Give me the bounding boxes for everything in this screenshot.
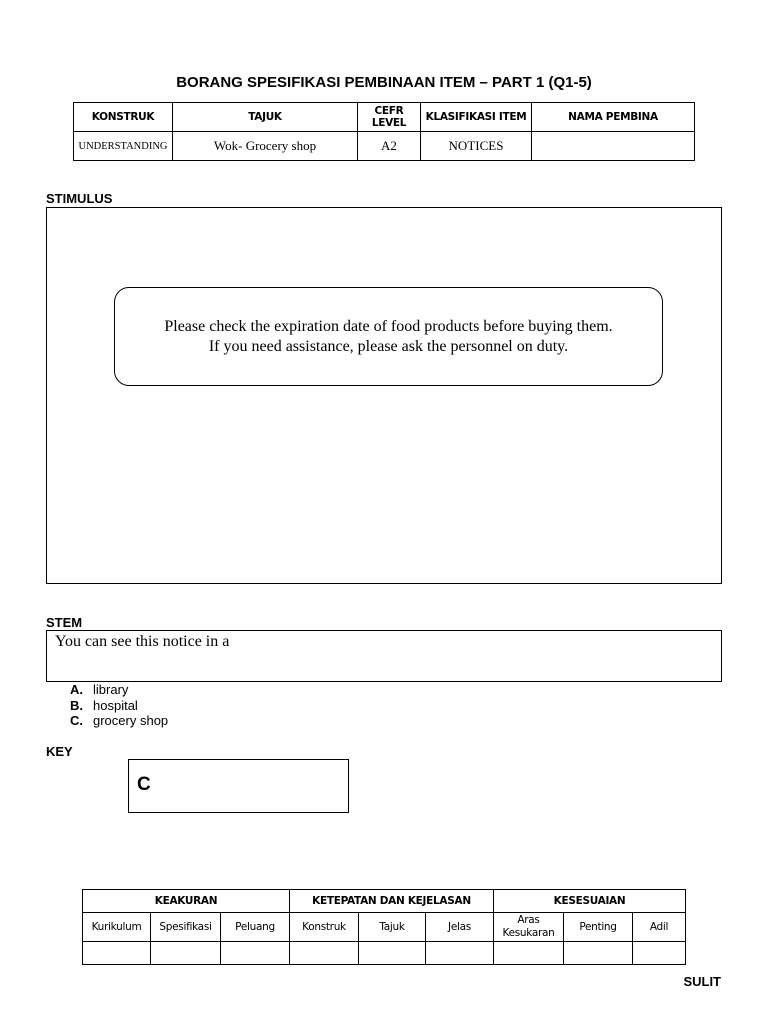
header-konstruk: KONSTRUK — [74, 103, 173, 132]
evaluation-empty-row — [83, 942, 686, 965]
eval-cell — [151, 942, 221, 965]
header-nama-pembina: NAMA PEMBINA — [532, 103, 695, 132]
value-nama-pembina — [532, 132, 695, 161]
option-c: C. grocery shop — [70, 713, 169, 728]
key-label: KEY — [46, 744, 73, 759]
eval-cell — [633, 942, 686, 965]
key-box — [128, 759, 349, 813]
criterion-konstruk: Konstruk — [290, 913, 359, 942]
value-konstruk: UNDERSTANDING — [74, 132, 173, 161]
notice-line-2: If you need assistance, please ask the personnel on duty. — [208, 337, 569, 355]
option-a: A. library — [70, 682, 129, 697]
value-tajuk: Wok- Grocery shop — [173, 132, 358, 161]
criterion-spesifikasi: Spesifikasi — [151, 913, 221, 942]
notice-box — [114, 287, 663, 386]
criterion-peluang: Peluang — [221, 913, 290, 942]
page-title: BORANG SPESIFIKASI PEMBINAAN ITEM – PART 1 (Q1-5) — [176, 74, 592, 91]
group-kesesuaian: KESESUAIAN — [494, 890, 686, 913]
criterion-kurikulum: Kurikulum — [83, 913, 151, 942]
spec-table — [73, 102, 695, 161]
eval-cell — [359, 942, 426, 965]
key-answer: C — [137, 774, 151, 795]
eval-cell — [494, 942, 564, 965]
criterion-penting: Penting — [564, 913, 633, 942]
eval-cell — [426, 942, 494, 965]
stimulus-label: STIMULUS — [46, 191, 113, 206]
stimulus-box — [46, 207, 722, 584]
stem-label: STEM — [46, 615, 83, 630]
option-b: B. hospital — [70, 698, 138, 713]
eval-cell — [221, 942, 290, 965]
stem-text: You can see this notice in a — [55, 633, 230, 650]
value-klasifikasi-item: NOTICES — [421, 132, 532, 161]
value-cefr-level: A2 — [358, 132, 421, 161]
criterion-jelas: Jelas — [426, 913, 494, 942]
eval-cell — [83, 942, 151, 965]
group-ketepatan-dan-kejelasan: KETEPATAN DAN KEJELASAN — [290, 890, 494, 913]
eval-cell — [564, 942, 633, 965]
notice-line-1: Please check the expiration date of food products before buying them. — [164, 317, 613, 335]
footer-sulit: SULIT — [683, 974, 721, 989]
header-tajuk: TAJUK — [173, 103, 358, 132]
stem-box — [46, 630, 722, 682]
criterion-tajuk: Tajuk — [359, 913, 426, 942]
eval-cell — [290, 942, 359, 965]
group-keakuran: KEAKURAN — [83, 890, 290, 913]
header-klasifikasi-item: KLASIFIKASI ITEM — [421, 103, 532, 132]
header-cefr-level: CEFR LEVEL — [358, 103, 421, 132]
criterion-aras-kesukaran: Aras Kesukaran — [494, 913, 564, 942]
criterion-adil: Adil — [633, 913, 686, 942]
evaluation-table — [82, 889, 686, 965]
